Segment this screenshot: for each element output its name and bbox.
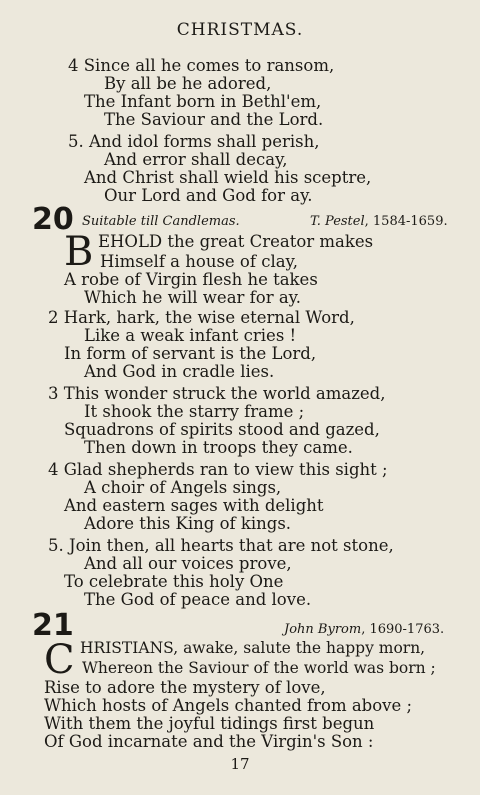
author-dates: , 1690-1763. (361, 622, 445, 637)
verse-line: Rise to adore the mystery of love, (44, 678, 326, 697)
verse-line: EHOLD the great Creator makes (98, 232, 374, 251)
verse-line: 5. Join then, all hearts that are not stone, (48, 536, 394, 555)
verse-line: Like a weak infant cries ! (84, 326, 297, 345)
verse-line: A robe of Virgin flesh he takes (64, 270, 318, 289)
verse-line: With them the joyful tidings first begun (44, 714, 375, 733)
drop-cap: C (44, 637, 75, 683)
page-header: CHRISTMAS. (176, 20, 304, 40)
verse-line: 5. And idol forms shall perish, (68, 132, 320, 151)
page-number: 17 (230, 755, 250, 773)
verse-line: Whereon the Saviour of the world was born ; (82, 659, 436, 677)
verse-line: And God in cradle lies. (84, 362, 275, 381)
verse-line: Adore this King of kings. (84, 514, 292, 533)
verse-line: To celebrate this holy One (64, 572, 284, 591)
verse-line: 2 Hark, hark, the wise eternal Word, (48, 308, 355, 327)
verse-line: Of God incarnate and the Virgin's Son : (44, 732, 374, 751)
drop-cap: B (64, 229, 94, 275)
author-name: T. Pestel (310, 214, 365, 229)
verse-line: Squadrons of spirits stood and gazed, (64, 420, 380, 439)
verse-line: The Saviour and the Lord. (104, 110, 324, 129)
verse-line: HRISTIANS, awake, salute the happy morn, (80, 639, 426, 657)
verse-line: Our Lord and God for ay. (104, 186, 313, 205)
hymn-number: 20 (32, 202, 74, 237)
verse-line: Then down in troops they came. (84, 438, 353, 457)
verse-line: Which hosts of Angels chanted from above ; (44, 696, 413, 715)
verse-line: And error shall decay, (104, 150, 288, 169)
verse-line: And eastern sages with delight (64, 496, 324, 515)
verse-line: A choir of Angels sings, (84, 478, 282, 497)
verse-line: Himself a house of clay, (100, 252, 298, 271)
verse-line: 4 Glad shepherds ran to view this sight ; (48, 460, 388, 479)
author-name: John Byrom (284, 622, 362, 637)
author-attribution (284, 622, 444, 637)
verse-line: The Infant born in Bethl'em, (84, 92, 322, 111)
verse-line: 4 Since all he comes to ransom, (68, 56, 335, 75)
verse-line: 3 This wonder struck the world amazed, (48, 384, 386, 403)
verse-line: And Christ shall wield his sceptre, (84, 168, 372, 187)
author-attribution (310, 214, 448, 229)
tune-note: Suitable till Candlemas. (82, 214, 240, 229)
hymn-number: 21 (32, 608, 74, 643)
verse-line: The God of peace and love. (84, 590, 312, 609)
verse-line: And all our voices prove, (84, 554, 292, 573)
verse-line: In form of servant is the Lord, (64, 344, 317, 363)
verse-line: Which he will wear for ay. (84, 288, 302, 307)
verse-line: By all be he adored, (104, 74, 272, 93)
verse-line: It shook the starry frame ; (84, 402, 305, 421)
author-dates: , 1584-1659. (364, 214, 448, 229)
